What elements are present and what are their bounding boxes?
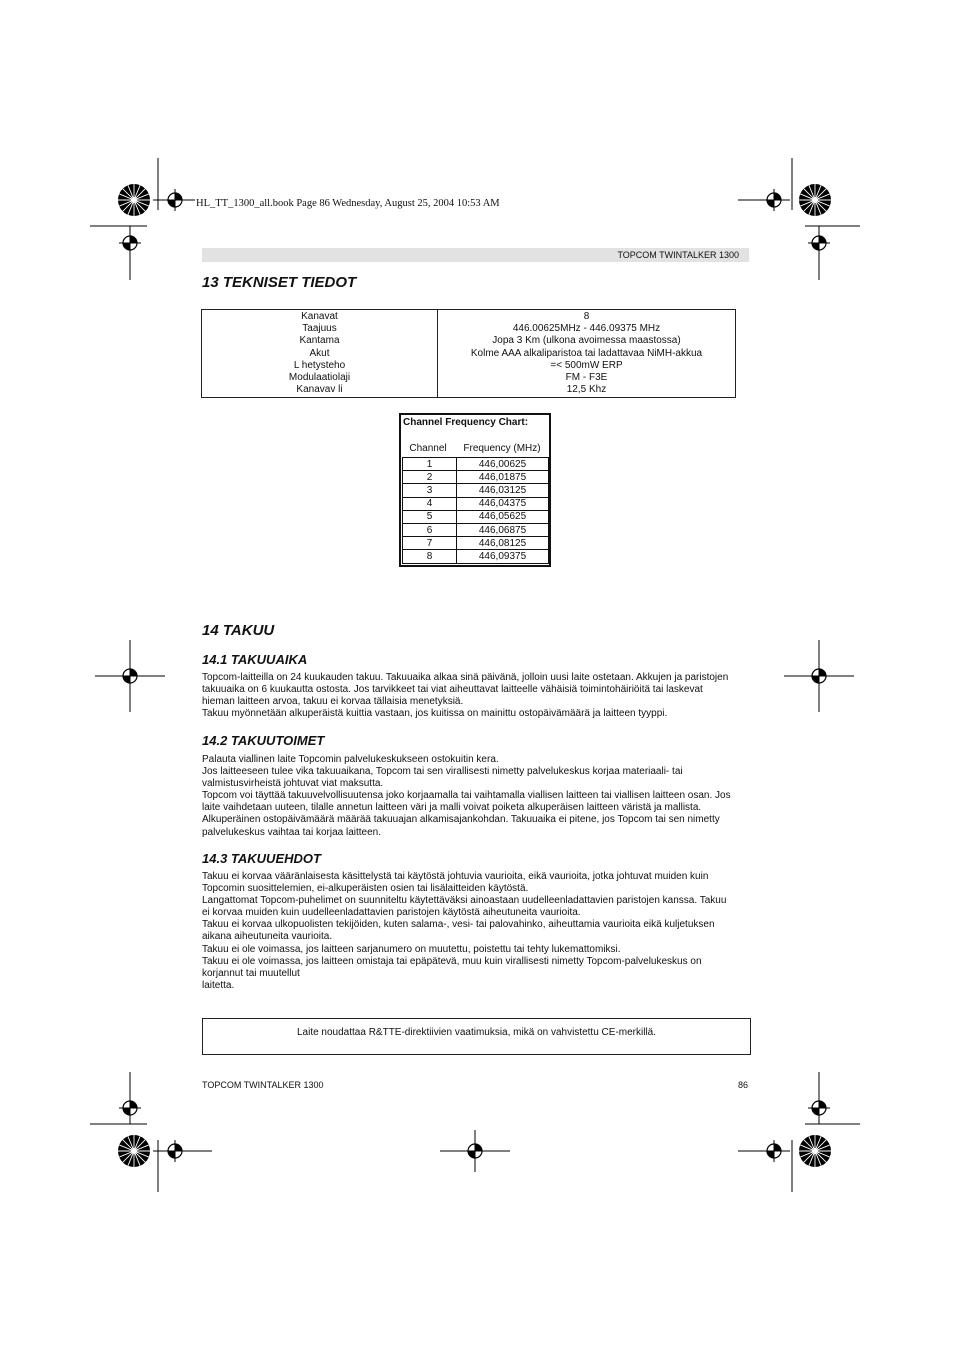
channel-cell: 6 <box>403 523 457 536</box>
table-row <box>403 537 549 550</box>
frequency-cell: 446,04375 <box>457 497 549 510</box>
section-14-2-body <box>202 754 750 839</box>
freq-chart-title: Channel Frequency Chart: <box>403 417 529 428</box>
section-14-3-heading: 14.3 TAKUUEHDOT <box>202 851 321 866</box>
section-14-1-heading: 14.1 TAKUUAIKA <box>202 652 308 667</box>
frequency-cell: 446,06875 <box>457 523 549 536</box>
paragraph-line: Topcom-laitteilla on 24 kuukauden takuu. Takuuaika alkaa sinä päivänä, jolloin uusi laite ostetaan. Akkujen ja paristojen <box>202 672 729 683</box>
spec-label: Akut <box>309 347 330 359</box>
channel-cell: 3 <box>403 484 457 497</box>
channel-cell: 7 <box>403 537 457 550</box>
paragraph-line: korjannut tai muutellut <box>202 967 300 979</box>
footer-page-number: 86 <box>738 1080 749 1090</box>
spec-values-column <box>438 310 735 397</box>
spec-value: Jopa 3 Km (ulkona avoimessa maastossa) <box>492 335 681 347</box>
channel-frequency-chart <box>399 413 551 567</box>
channel-cell: 5 <box>403 510 457 523</box>
table-row <box>403 550 549 563</box>
frequency-cell: 446,09375 <box>457 550 549 563</box>
ce-compliance-notice: Laite noudattaa R&TTE-direktiivien vaatimuksia, mikä on vahvistettu CE-merkillä. <box>202 1018 751 1055</box>
spec-value: =< 500mW ERP <box>550 359 623 371</box>
paragraph-line: palvelukeskus vaihtaa tai korjaa laitteen. <box>202 826 381 838</box>
table-row <box>403 471 549 484</box>
spec-label: Kantama <box>299 335 340 347</box>
table-row <box>403 497 549 510</box>
paragraph-line: Topcomin suosittelemien, ei-alkuperäisten osien tai lisälaitteiden käytöstä. <box>202 883 529 895</box>
paragraph-line: Palauta viallinen laite Topcomin palvelukeskukseen ostokuitin kera. <box>202 754 499 765</box>
spec-value: 446.00625MHz - 446.09375 MHz <box>512 323 661 335</box>
footer-product-name: TOPCOM TWINTALKER 1300 <box>202 1080 324 1090</box>
section-13-heading: 13 TEKNISET TIEDOT <box>202 274 357 291</box>
section-14-2-heading: 14.2 TAKUUTOIMET <box>202 733 325 748</box>
freq-chart-header <box>401 443 549 454</box>
spec-label: Kanavav li <box>296 384 343 396</box>
frequency-cell: 446,08125 <box>457 537 549 550</box>
page-header-bar <box>202 248 749 262</box>
paragraph-line: Takuu ei ole voimassa, jos laitteen omistaja tai epäpätevä, muu kuin virallisesti nimetty Topcom-palvelukeskus on <box>202 955 702 967</box>
paragraph-line: Takuu ei korvaa vääränlaisesta käsittelystä tai käytöstä johtuvia vaurioita, eikä vaurioita, jotka johtuvat muiden kuin <box>202 871 709 882</box>
paragraph-line: Langattomat Topcom-puhelimet on suunniteltu käytettäväksi ainoastaan uudelleenladattavien paristojen kanssa. Takuu <box>202 895 727 907</box>
channel-cell: 4 <box>403 497 457 510</box>
frequency-cell: 446,00625 <box>457 458 549 471</box>
paragraph-line: Jos laitteeseen tulee vika takuuaikana, Topcom tai sen virallisesti nimetty palvelukeskus korjaa materiaali- tai <box>202 766 683 778</box>
col-frequency-header: Frequency (MHz) <box>463 443 541 454</box>
spec-labels-column <box>202 310 438 397</box>
channel-cell: 8 <box>403 550 457 563</box>
spec-value: 8 <box>583 311 590 322</box>
paragraph-line: valmistusvirheistä johtuvat viat maksutta. <box>202 778 384 790</box>
paragraph-line: Takuu myönnetään alkuperäistä kuittia vastaan, jos kuitissa on mainittu ostopäivämäärä ja laitteen tyyppi. <box>202 708 668 720</box>
spec-value: Kolme AAA alkaliparistoa tai ladattavaa NiMH-akkua <box>470 347 703 359</box>
channel-cell: 1 <box>403 458 457 471</box>
section-14-3-body <box>202 871 750 992</box>
section-14-1-body <box>202 672 750 720</box>
paragraph-line: laite vaihdetaan uuteen, tilalle annetun laitteen väri ja malli voivat poiketa alkuperäisen laitteen väristä ja mallista. <box>202 802 702 814</box>
paragraph-line: hieman laitteen arvoa, takuu ei korvaa tällaisia menetyksiä. <box>202 696 464 708</box>
paragraph-line: Takuu ei korvaa ulkopuolisten tekijöiden, kuten salama-, vesi- tai palovahinko, aiheuttamia vaurioita eikä kuljetuksen <box>202 919 715 931</box>
channel-cell: 2 <box>403 471 457 484</box>
paragraph-line: Alkuperäinen ostopäivämäärä määrää takuuajan alkamisajankohdan. Takuuaika ei pitene, jos Topcom tai sen nimetty <box>202 814 720 826</box>
paragraph-line: laitetta. <box>202 979 235 991</box>
frequency-cell: 446,03125 <box>457 484 549 497</box>
paragraph-line: takuuaika on 6 kuukautta ostosta. Jos tarvikkeet tai viat aiheuttavat laitteelle vähäisiä toimintohäiriöitä tai laskevat <box>202 684 703 696</box>
paragraph-line: Takuu ei ole voimassa, jos laitteen sarjanumero on muutettu, poistettu tai tehty lukemattomiksi. <box>202 943 621 955</box>
spec-value: FM - F3E <box>565 372 608 384</box>
spec-label: Taajuus <box>302 323 337 335</box>
spec-label: Kanavat <box>301 311 338 322</box>
paragraph-line: ei korvaa muiden kuin uudelleenladattavien paristojen käytöstä aiheutuneita vaurioita. <box>202 907 581 919</box>
paragraph-line: aikana aiheutuneita vaurioita. <box>202 931 333 943</box>
header-product-name: TOPCOM TWINTALKER 1300 <box>617 250 739 260</box>
freq-table <box>402 457 549 564</box>
frequency-cell: 446,05625 <box>457 510 549 523</box>
spec-value: 12,5 Khz <box>566 384 607 396</box>
col-channel-header: Channel <box>409 443 447 454</box>
section-14-heading: 14 TAKUU <box>202 622 275 639</box>
frequency-cell: 446,01875 <box>457 471 549 484</box>
print-info-line: HL_TT_1300_all.book Page 86 Wednesday, August 25, 2004 10:53 AM <box>196 198 500 209</box>
paragraph-line: Topcom voi täyttää takuuvelvollisuutensa joko korjaamalla tai vaihtamalla viallisen laitteen tai viallisen laitteen osan. Jos <box>202 790 731 802</box>
tech-spec-table <box>201 309 736 398</box>
table-row <box>403 523 549 536</box>
spec-label: L hetysteho <box>293 359 346 371</box>
table-row <box>403 510 549 523</box>
spec-label: Modulaatiolaji <box>288 372 351 384</box>
table-row <box>403 484 549 497</box>
table-row <box>403 458 549 471</box>
